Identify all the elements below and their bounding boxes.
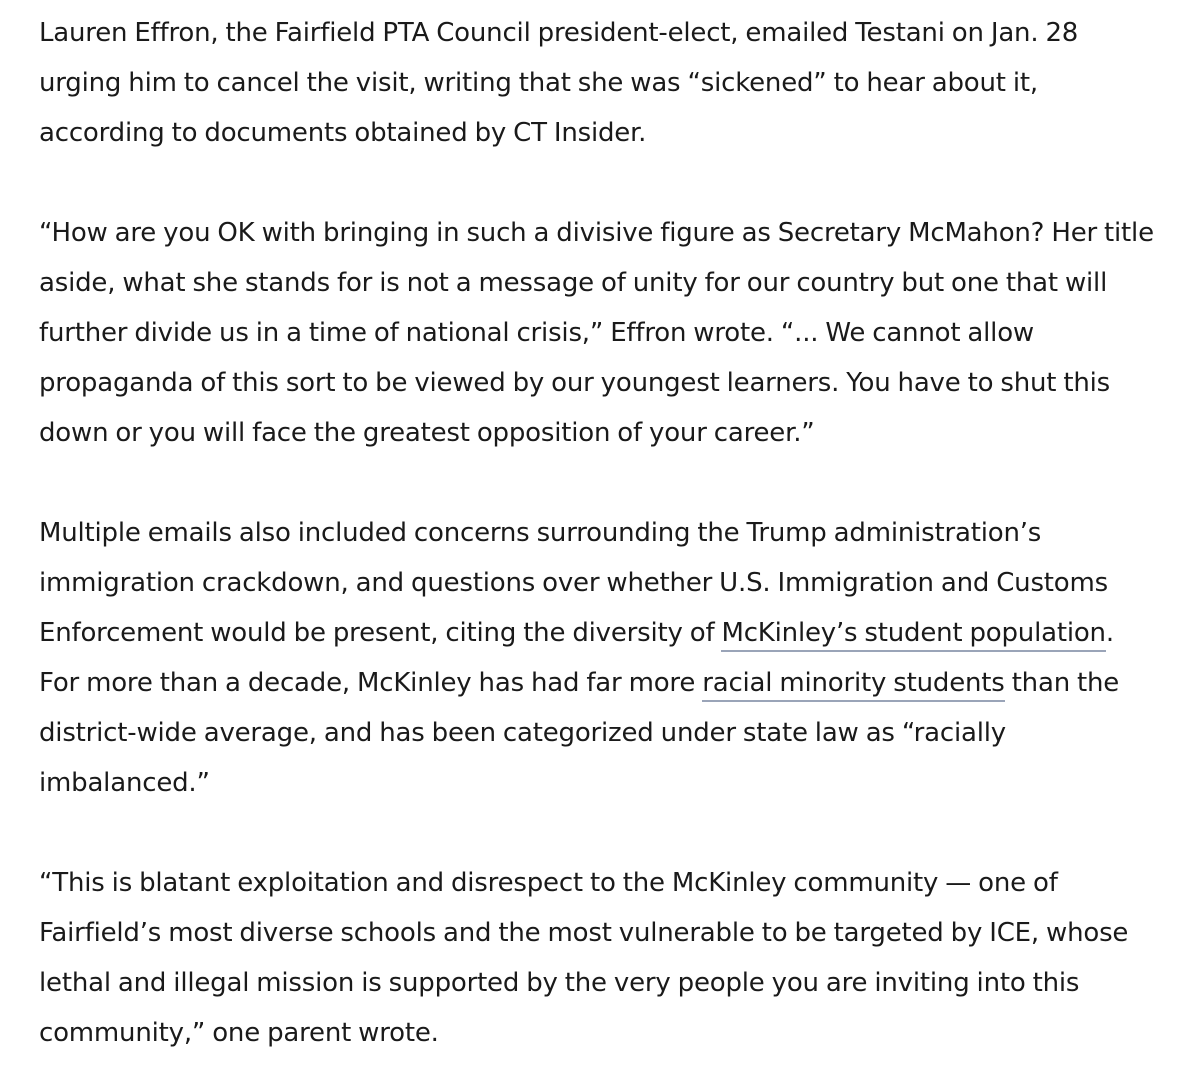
paragraph-text: “How are you OK with bringing in such a divisive figure as Secretary McMahon? Her title aside, what she stands for is not a message of unity for our country but one that will further divide us in a time of national crisis,” Effron wrote. “... We cannot allow propaganda of this sort to be viewed by our youngest learners. You have to shut this down or you will face the greatest opposition of your career.” (39, 218, 1154, 448)
paragraph-text: “This is blatant exploitation and disrespect to the McKinley community — one of Fairfield’s most diverse schools and the most vulnerable to be targeted by ICE, whose lethal and illegal mission is supported by the very people you are inviting into this community,” one parent wrote. (39, 868, 1129, 1048)
paragraph-text: Multiple emails also included concerns surrounding the Trump administration’s immigration crackdown, and questions over whether U.S. Immigration and Customs Enforcement would be present, citing the diversity of (39, 518, 1108, 648)
paragraph-text: Lauren Effron, the Fairfield PTA Council president-elect, emailed Testani on Jan. 28 urging him to cancel the visit, writing that she was “sickened” to hear about it, according to documents obtained by CT Insider. (39, 18, 1079, 148)
link-mckinley-student-population[interactable]: McKinley’s student population (721, 618, 1105, 652)
paragraph-text: than the district-wide average, and has been categorized under state law as “racially imbalanced.” (39, 668, 1120, 798)
link-racial-minority-students[interactable]: racial minority students (702, 668, 1004, 702)
paragraph-text: . For more than a decade, McKinley has had far more (39, 618, 1114, 698)
paragraph-effron-email (39, 8, 1160, 158)
paragraph-immigration-concerns (39, 508, 1160, 808)
paragraph-parent-quote (39, 858, 1160, 1058)
paragraph-effron-quote (39, 208, 1160, 458)
